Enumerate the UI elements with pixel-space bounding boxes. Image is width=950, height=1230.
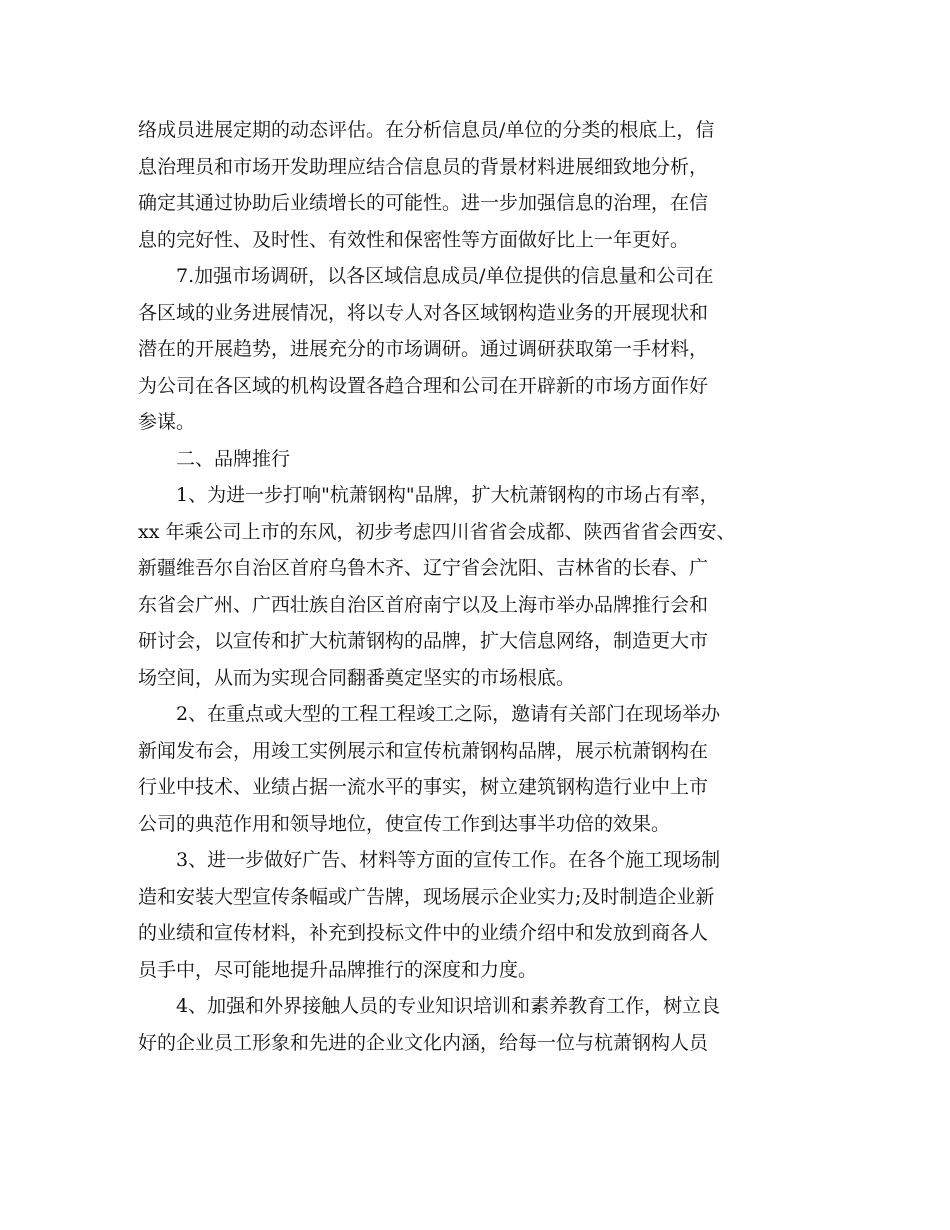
text-line: 新闻发布会，用竣工实例展示和宣传杭萧钢构品牌，展示杭萧钢构在 xyxy=(138,739,709,762)
section-heading: 二、品牌推行 xyxy=(138,447,291,470)
text-line: 为公司在各区域的机构设置各趋合理和公司在开辟新的市场方面作好 xyxy=(138,374,709,397)
text-line: 潜在的开展趋势，进展充分的市场调研。通过调研获取第一手材料， xyxy=(138,338,709,360)
text-line: 的业绩和宣传材料，补充到投标文件中的业绩介绍中和发放到商各人 xyxy=(138,922,709,944)
text-line: 1、为进一步打响"杭萧钢构"品牌，扩大杭萧钢构的市场占有率， xyxy=(138,484,719,506)
text-line: 息的完好性、及时性、有效性和保密性等方面做好比上一年更好。 xyxy=(138,228,690,251)
text-line: 7.加强市场调研，以各区域信息成员/单位提供的信息量和公司在 xyxy=(138,265,714,287)
document-body xyxy=(138,112,818,1061)
text-line: 3、进一步做好广告、材料等方面的宣传工作。在各个施工现场制 xyxy=(138,849,721,871)
text-line: 4、加强和外界接触人员的专业知识培训和素养教育工作，树立良 xyxy=(138,995,721,1017)
text-line: 参谋。 xyxy=(138,411,196,433)
text-line: 行业中技术、业绩占据一流水平的事实，树立建筑钢构造行业中上市 xyxy=(138,776,709,798)
text-line: xx 年乘公司上市的东风，初步考虑四川省省会成都、陕西省省会西安、 xyxy=(138,520,736,543)
text-line: 各区域的业务进展情况，将以专人对各区域钢构造业务的开展现状和 xyxy=(138,301,709,324)
text-line: 2、在重点或大型的工程工程竣工之际，邀请有关部门在现场举办 xyxy=(138,703,721,725)
text-line: 新疆维吾尔自治区首府乌鲁木齐、辽宁省会沈阳、吉林省的长春、广 xyxy=(138,557,709,579)
text-line: 公司的典范作用和领导地位，使宣传工作到达事半功倍的效果。 xyxy=(138,812,671,835)
text-line: 造和安装大型宣传条幅或广告牌，现场展示企业实力;及时制造企业新 xyxy=(138,885,715,908)
text-line: 确定其通过协助后业绩增长的可能性。进一步加强信息的治理，在信 xyxy=(138,192,709,214)
text-line: 好的企业员工形象和先进的企业文化内涵，给每一位与杭萧钢构人员 xyxy=(138,1031,709,1054)
text-line: 员手中，尽可能地提升品牌推行的深度和力度。 xyxy=(138,958,538,981)
text-line: 研讨会，以宣传和扩大杭萧钢构的品牌，扩大信息网络，制造更大市 xyxy=(138,630,709,652)
text-line: 场空间，从而为实现合同翻番奠定坚实的市场根底。 xyxy=(138,666,576,689)
text-line: 息治理员和市场开发助理应结合信息员的背景材料进展细致地分析， xyxy=(138,155,709,178)
text-line: 东省会广州、广西壮族自治区首府南宁以及上海市举办品牌推行会和 xyxy=(138,593,709,616)
text-line: 络成员进展定期的动态评估。在分析信息员/单位的分类的根底上，信 xyxy=(138,119,715,141)
